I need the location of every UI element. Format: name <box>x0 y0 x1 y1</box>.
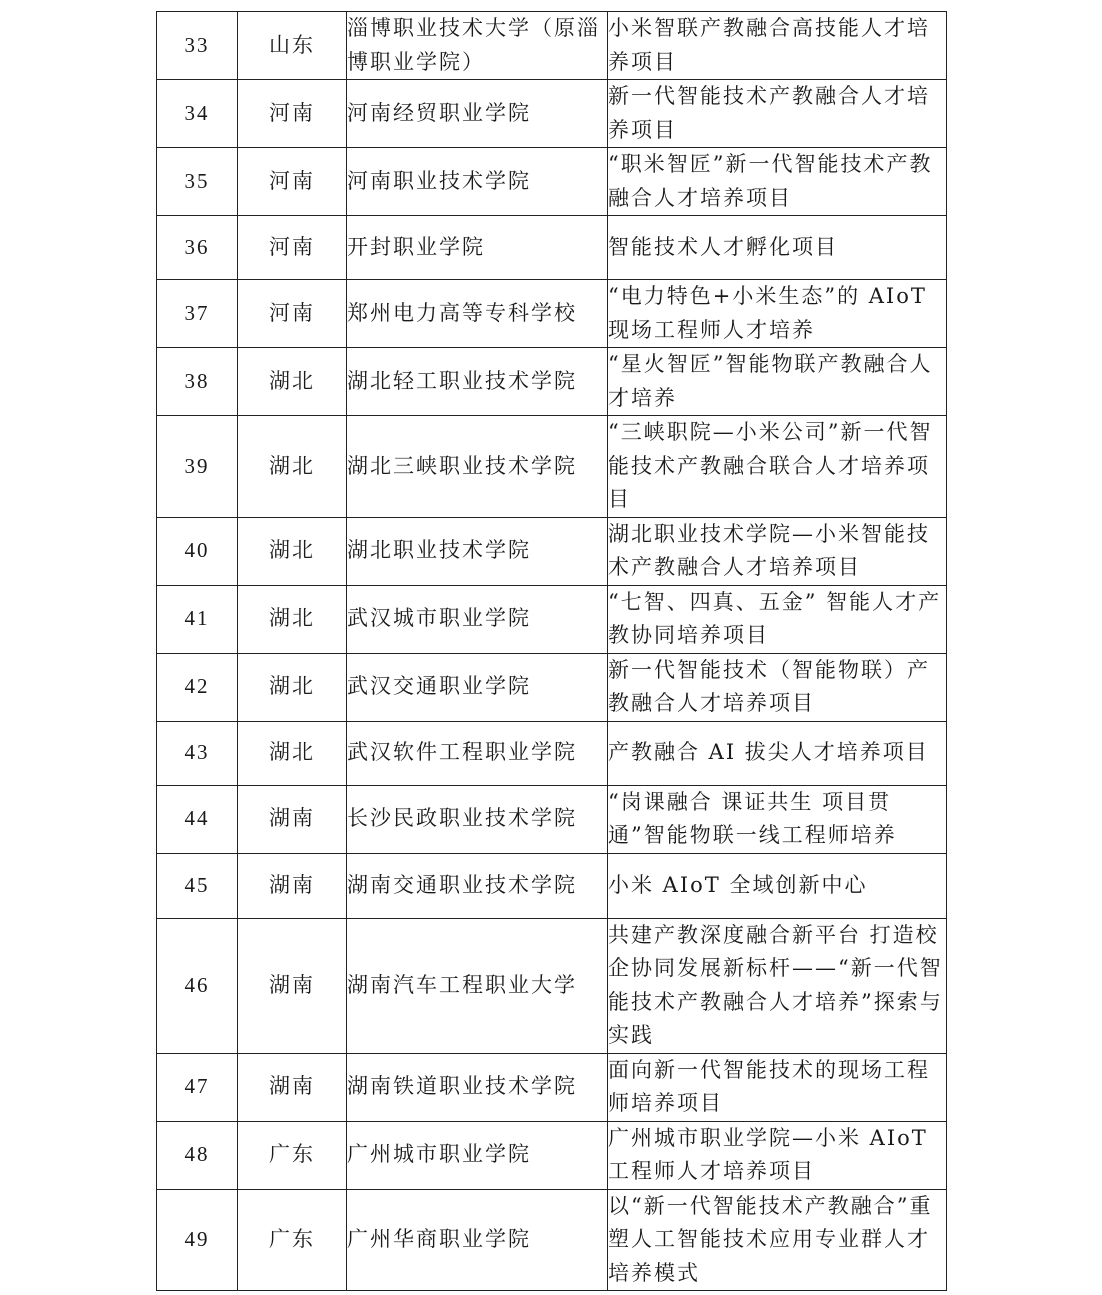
row-project: “职米智匠”新一代智能技术产教融合人才培养项目 <box>608 148 947 216</box>
row-number: 37 <box>157 280 238 348</box>
row-number: 49 <box>157 1189 238 1291</box>
row-school: 湖南汽车工程职业大学 <box>347 918 608 1053</box>
row-province: 河南 <box>238 216 347 280</box>
table-row <box>157 348 947 416</box>
row-province: 广东 <box>238 1189 347 1291</box>
row-project: 共建产教深度融合新平台 打造校企协同发展新标杆——“新一代智能技术产教融合人才培养”探索与实践 <box>608 918 947 1053</box>
row-school: 湖北职业技术学院 <box>347 517 608 585</box>
row-project: “七智、四真、五金” 智能人才产教协同培养项目 <box>608 585 947 653</box>
row-school: 河南经贸职业学院 <box>347 80 608 148</box>
row-project: “星火智匠”智能物联产教融合人才培养 <box>608 348 947 416</box>
row-number: 38 <box>157 348 238 416</box>
table-row <box>157 280 947 348</box>
row-school: 河南职业技术学院 <box>347 148 608 216</box>
row-project: “岗课融合 课证共生 项目贯通”智能物联一线工程师培养 <box>608 785 947 853</box>
row-province: 湖北 <box>238 517 347 585</box>
row-school: 广州城市职业学院 <box>347 1121 608 1189</box>
row-school: 开封职业学院 <box>347 216 608 280</box>
table-row <box>157 1053 947 1121</box>
table-row <box>157 148 947 216</box>
row-school: 湖北轻工职业技术学院 <box>347 348 608 416</box>
row-project: 广州城市职业学院—小米 AIoT 工程师人才培养项目 <box>608 1121 947 1189</box>
row-number: 34 <box>157 80 238 148</box>
table-row <box>157 853 947 918</box>
row-school: 长沙民政职业技术学院 <box>347 785 608 853</box>
row-school: 武汉软件工程职业学院 <box>347 721 608 785</box>
row-province: 湖北 <box>238 721 347 785</box>
row-province: 湖南 <box>238 785 347 853</box>
row-province: 湖南 <box>238 918 347 1053</box>
row-province: 湖南 <box>238 1053 347 1121</box>
row-project: 智能技术人才孵化项目 <box>608 216 947 280</box>
row-school: 湖北三峡职业技术学院 <box>347 416 608 518</box>
row-project: “电力特色+小米生态”的 AIoT 现场工程师人才培养 <box>608 280 947 348</box>
row-number: 36 <box>157 216 238 280</box>
row-province: 广东 <box>238 1121 347 1189</box>
table-row <box>157 517 947 585</box>
row-school: 郑州电力高等专科学校 <box>347 280 608 348</box>
table-row <box>157 216 947 280</box>
row-number: 43 <box>157 721 238 785</box>
row-school: 武汉交通职业学院 <box>347 653 608 721</box>
table-row <box>157 585 947 653</box>
row-number: 42 <box>157 653 238 721</box>
row-school: 湖南交通职业技术学院 <box>347 853 608 918</box>
row-province: 湖北 <box>238 416 347 518</box>
table-row <box>157 918 947 1053</box>
row-number: 46 <box>157 918 238 1053</box>
row-project: 小米智联产教融合高技能人才培养项目 <box>608 12 947 80</box>
row-number: 45 <box>157 853 238 918</box>
row-number: 33 <box>157 12 238 80</box>
row-province: 河南 <box>238 80 347 148</box>
row-province: 河南 <box>238 148 347 216</box>
row-number: 39 <box>157 416 238 518</box>
row-school: 武汉城市职业学院 <box>347 585 608 653</box>
row-province: 湖南 <box>238 853 347 918</box>
project-list-table <box>156 11 947 1291</box>
row-number: 47 <box>157 1053 238 1121</box>
row-project: 新一代智能技术（智能物联）产教融合人才培养项目 <box>608 653 947 721</box>
table-row <box>157 80 947 148</box>
row-project: 以“新一代智能技术产教融合”重塑人工智能技术应用专业群人才培养模式 <box>608 1189 947 1291</box>
row-school: 淄博职业技术大学（原淄博职业学院） <box>347 12 608 80</box>
row-project: 面向新一代智能技术的现场工程师培养项目 <box>608 1053 947 1121</box>
row-number: 48 <box>157 1121 238 1189</box>
row-project: 产教融合 AI 拔尖人才培养项目 <box>608 721 947 785</box>
row-number: 35 <box>157 148 238 216</box>
row-project: 湖北职业技术学院—小米智能技术产教融合人才培养项目 <box>608 517 947 585</box>
row-province: 山东 <box>238 12 347 80</box>
row-number: 44 <box>157 785 238 853</box>
row-school: 广州华商职业学院 <box>347 1189 608 1291</box>
table-row <box>157 653 947 721</box>
row-project: 新一代智能技术产教融合人才培养项目 <box>608 80 947 148</box>
table-row <box>157 12 947 80</box>
table-row <box>157 416 947 518</box>
row-number: 41 <box>157 585 238 653</box>
row-number: 40 <box>157 517 238 585</box>
table-row <box>157 1121 947 1189</box>
row-province: 湖北 <box>238 348 347 416</box>
row-province: 湖北 <box>238 585 347 653</box>
row-project: 小米 AIoT 全域创新中心 <box>608 853 947 918</box>
table-row <box>157 785 947 853</box>
table-row <box>157 721 947 785</box>
table-row <box>157 1189 947 1291</box>
row-province: 湖北 <box>238 653 347 721</box>
row-province: 河南 <box>238 280 347 348</box>
row-project: “三峡职院—小米公司”新一代智能技术产教融合联合人才培养项目 <box>608 416 947 518</box>
row-school: 湖南铁道职业技术学院 <box>347 1053 608 1121</box>
